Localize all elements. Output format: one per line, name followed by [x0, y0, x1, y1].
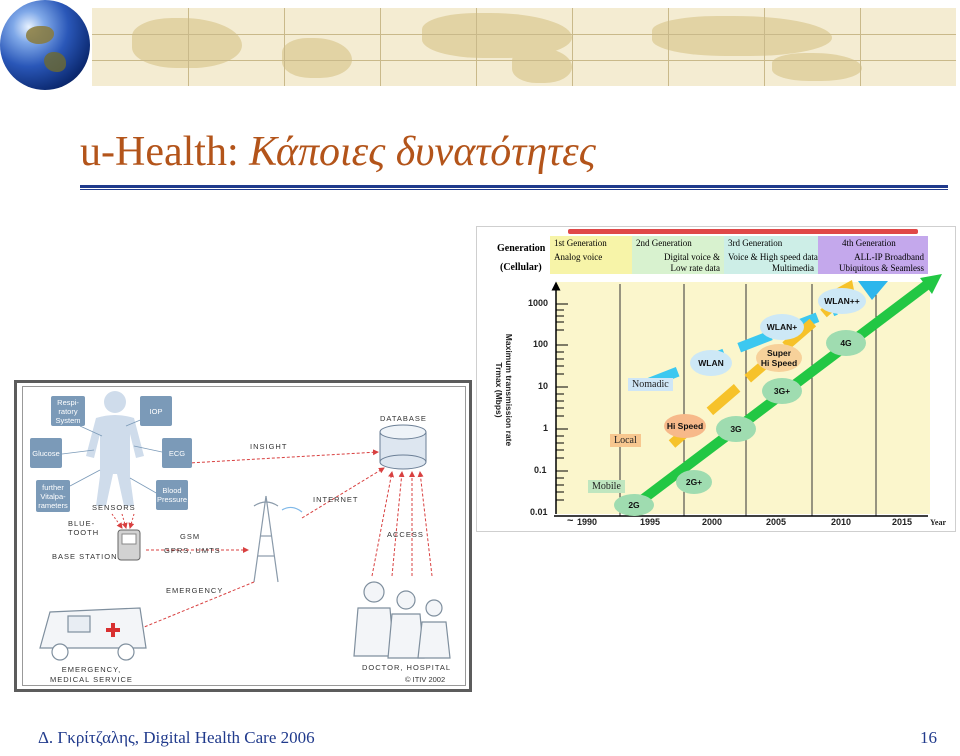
- sensor-respiratory-box: [51, 396, 85, 426]
- generation-1-desc: Analog voice: [554, 252, 603, 262]
- sensor-vital-line1: further: [42, 482, 64, 492]
- human-body-icon: [86, 391, 144, 506]
- y-axis-minor-ticks: [556, 304, 568, 500]
- x-axis-unit: Year: [930, 518, 946, 527]
- node-super-hi-speed: [756, 344, 802, 372]
- label-bluetooth: [68, 519, 99, 537]
- x-tick-prefix: ~: [567, 515, 574, 527]
- generation-4-desc1: ALL-IP Broadband: [854, 252, 924, 262]
- label-emergency-service-line2: MEDICAL SERVICE: [50, 675, 133, 684]
- label-insight: INSIGHT: [250, 442, 288, 451]
- label-database: DATABASE: [380, 414, 427, 423]
- node-2g-plus: 2G+: [676, 470, 712, 494]
- generation-4-name: 4th Generation: [842, 238, 896, 248]
- title-underline-thin: [80, 189, 948, 190]
- generation-label: Generation: [497, 243, 546, 254]
- label-gprs-umts: GPRS, UMTS: [164, 546, 221, 555]
- y-tick-0.01: 0.01: [530, 507, 548, 517]
- ambulance-icon: [40, 608, 146, 660]
- y-axis-title: Maximum transmission rate Trmax (Mbps): [494, 333, 514, 447]
- antenna-tower-icon: [254, 496, 302, 582]
- footer-author: Δ. Γκρίτζαλης, Digital Health Care 2006: [38, 728, 315, 747]
- y-tick-1: 1: [543, 423, 549, 433]
- y-tick-100: 100: [533, 339, 549, 349]
- sensor-blood-pressure-box: [156, 480, 188, 510]
- sensor-iop-box: IOP: [140, 396, 172, 426]
- label-doctor-hospital: DOCTOR, HOSPITAL: [362, 663, 452, 672]
- label-emergency: EMERGENCY: [166, 586, 224, 595]
- x-tick-2000: 2000: [702, 517, 723, 527]
- generation-4-desc2: Ubiquitous & Seamless: [839, 263, 924, 273]
- x-tick-2010: 2010: [831, 517, 852, 527]
- slide-title: [80, 128, 596, 176]
- chart-graphics: [476, 226, 954, 530]
- title-italic: Κάποιες δυνατότητες: [249, 129, 596, 175]
- generation-2-desc2: Low rate data: [670, 263, 720, 273]
- label-bluetooth-line2: TOOTH: [68, 528, 100, 537]
- node-wlan-plus: WLAN+: [760, 314, 804, 340]
- sensor-ecg-box: ECG: [162, 438, 192, 468]
- chart-gridlines: [620, 284, 876, 516]
- x-tick-1995: 1995: [640, 517, 661, 527]
- database-icon: [380, 425, 426, 469]
- sensor-signal-arrows: [112, 514, 134, 528]
- generation-3-name: 3rd Generation: [728, 238, 783, 248]
- y-tick-0.1: 0.1: [534, 465, 547, 475]
- generation-3-desc1: Voice & High speed data: [728, 252, 818, 262]
- x-tick-2015: 2015: [892, 517, 913, 527]
- nomadic-box: Nomadic: [628, 378, 673, 391]
- generation-sublabel: (Cellular): [500, 262, 542, 273]
- label-bluetooth-line1: BLUE-: [68, 519, 96, 528]
- label-base-station: BASE STATION: [52, 552, 118, 561]
- x-tick-1990: 1990: [577, 517, 598, 527]
- sensor-respiratory-line1: Respi-: [57, 397, 79, 407]
- label-access: ACCESS: [387, 530, 424, 539]
- phone-icon: [118, 530, 140, 560]
- sensor-blood-line1: Blood: [162, 486, 182, 495]
- node-3g: 3G: [716, 416, 756, 442]
- data-flow-arrows: [132, 452, 432, 632]
- generation-3-desc2: Multimedia: [772, 263, 814, 273]
- node-2g: 2G: [614, 494, 654, 516]
- node-hi-speed: Hi Speed: [664, 414, 706, 438]
- sensor-vital-line3: rameters: [38, 500, 68, 510]
- sensor-glucose-box: Glucose: [30, 438, 62, 468]
- sensor-blood-line2: Pressure: [156, 495, 187, 504]
- node-super-hi-speed-line2: Hi Speed: [760, 358, 798, 368]
- title-prefix: u-Health:: [80, 129, 250, 175]
- doctors-icon: [354, 582, 450, 658]
- label-internet: INTERNET: [313, 495, 359, 504]
- x-tick-2005: 2005: [766, 517, 787, 527]
- node-wlan: WLAN: [690, 350, 732, 376]
- globe-logo: [0, 0, 90, 90]
- node-super-hi-speed-line1: Super: [766, 348, 792, 358]
- title-underline: [80, 185, 948, 188]
- globe-landmass: [44, 52, 66, 72]
- sensor-respiratory-line3: System: [55, 415, 81, 425]
- local-box: Local: [610, 434, 641, 447]
- world-map-banner: [92, 8, 956, 86]
- node-wlan-plus-plus: WLAN++: [818, 288, 866, 314]
- label-copyright: © ITIV 2002: [405, 675, 446, 684]
- y-tick-1000: 1000: [528, 298, 549, 308]
- label-emergency-service-line1: EMERGENCY,: [61, 665, 122, 674]
- generation-1-name: 1st Generation: [554, 238, 607, 248]
- generation-2-name: 2nd Generation: [636, 238, 692, 248]
- label-sensors: SENSORS: [92, 503, 136, 512]
- node-4g: 4G: [826, 330, 866, 356]
- label-gsm: GSM: [180, 532, 201, 541]
- mobile-box: Mobile: [588, 480, 625, 493]
- y-tick-10: 10: [538, 381, 549, 391]
- sensor-vital-line2: Vitalpa-: [40, 491, 66, 501]
- generation-2-desc1: Digital voice &: [664, 252, 720, 262]
- node-3g-plus: 3G+: [762, 378, 802, 404]
- label-emergency-service: [50, 665, 133, 685]
- page-number: 16: [920, 728, 937, 747]
- sensor-respiratory-line2: ratory: [58, 406, 78, 416]
- sensor-vital-box: [36, 480, 70, 512]
